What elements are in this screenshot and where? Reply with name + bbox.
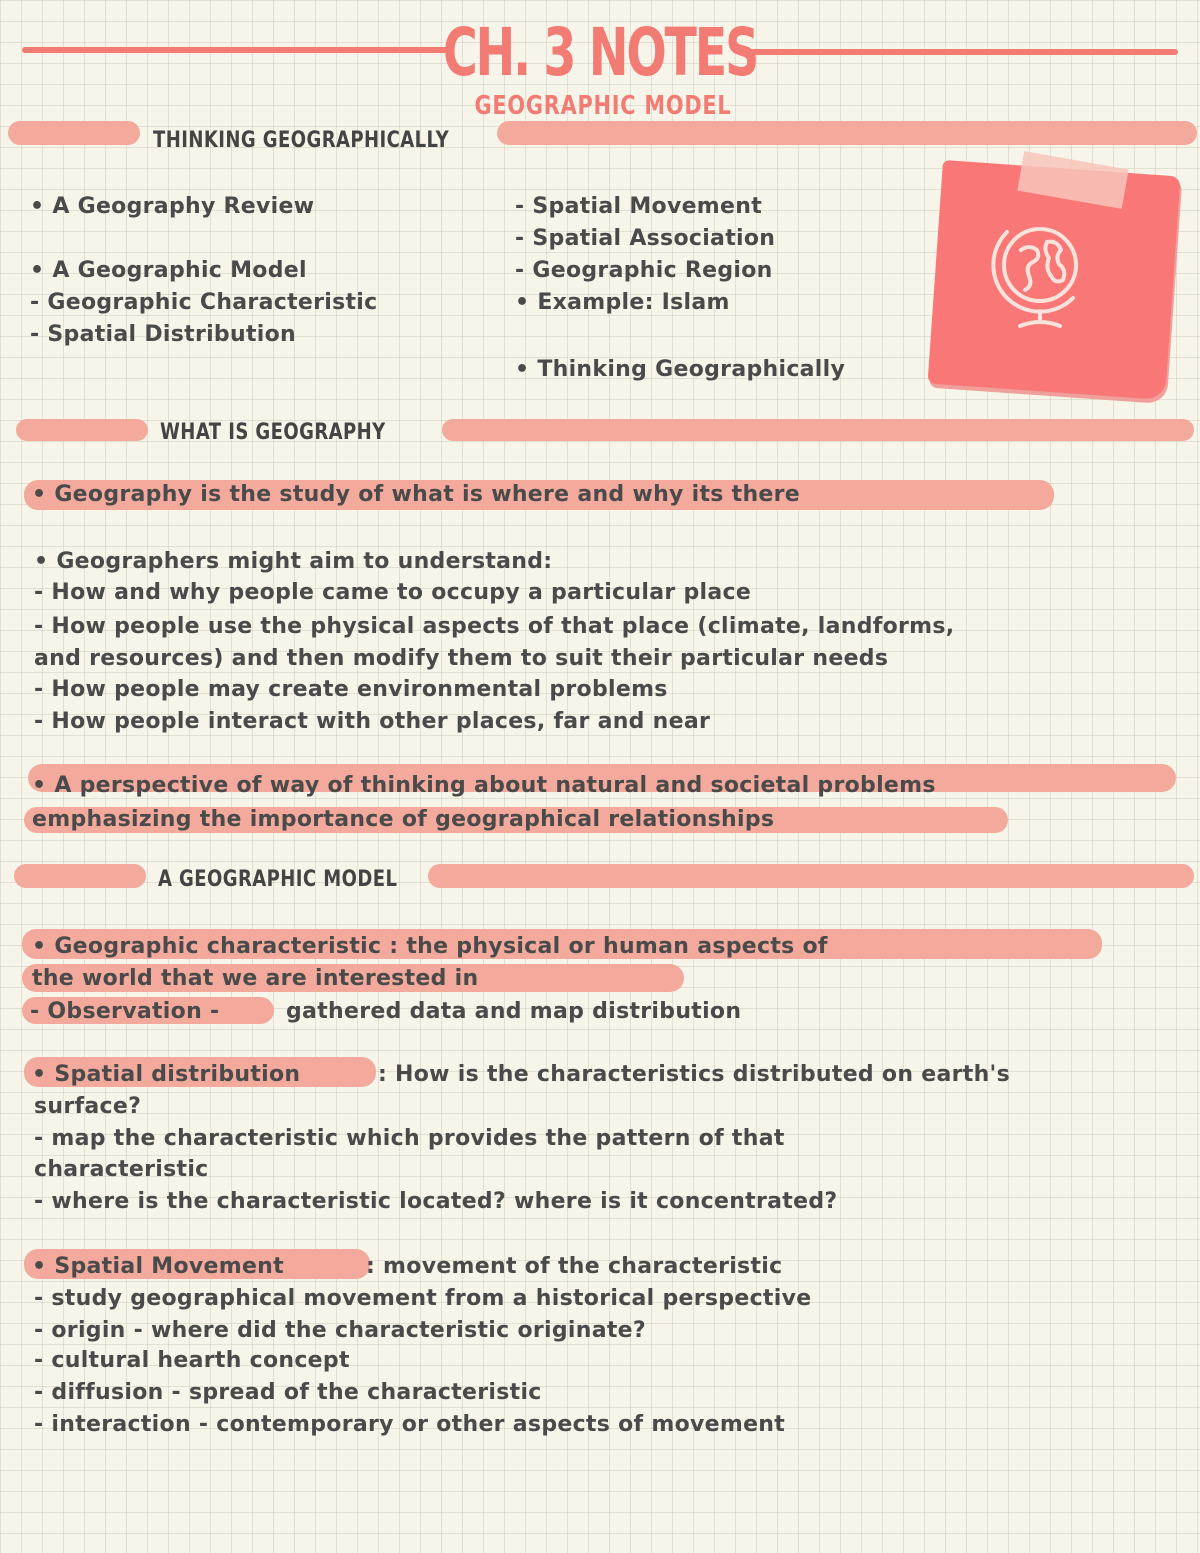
outline-item: - Spatial Distribution (30, 322, 296, 347)
observation-label: - Observation - (30, 999, 220, 1024)
list-item: - where is the characteristic located? where is it concentrated? (34, 1189, 838, 1214)
list-item: - How people may create environmental problems (34, 677, 668, 702)
outline-item: - Geographic Region (515, 258, 773, 283)
list-item: - origin - where did the characteristic originate? (34, 1318, 646, 1343)
section-band-left (16, 419, 148, 441)
outline-item: • A Geographic Model (30, 258, 307, 283)
characteristic-text: the world that we are interested in (32, 966, 479, 991)
characteristic-text: • Geographic characteristic : the physical or human aspects of (32, 934, 828, 959)
list-item: - cultural hearth concept (34, 1348, 350, 1373)
aim-intro: • Geographers might aim to understand: (34, 549, 553, 574)
list-item: characteristic (34, 1157, 209, 1182)
distribution-text: surface? (34, 1094, 142, 1119)
page-subtitle: GEOGRAPHIC MODEL (474, 91, 732, 121)
outline-item: • Thinking Geographically (515, 357, 846, 382)
outline-item: - Spatial Association (515, 226, 776, 251)
movement-label: • Spatial Movement (32, 1254, 284, 1279)
list-item: - How people interact with other places, far and near (34, 709, 711, 734)
observation-text: gathered data and map distribution (286, 999, 742, 1024)
outline-item: - Spatial Movement (515, 194, 763, 219)
list-item: - How and why people came to occupy a particular place (34, 580, 752, 605)
section-title-thinking: THINKING GEOGRAPHICALLY (153, 128, 450, 153)
section-band-right (442, 419, 1194, 441)
section-band-right (497, 121, 1197, 145)
section-title-what-is: WHAT IS GEOGRAPHY (160, 420, 386, 445)
list-item: - interaction - contemporary or other aspects of movement (34, 1412, 786, 1437)
list-item: - map the characteristic which provides the pattern of that (34, 1126, 785, 1151)
list-item: - study geographical movement from a historical perspective (34, 1286, 812, 1311)
list-item: and resources) and then modify them to suit their particular needs (34, 646, 889, 671)
section-title-model: A GEOGRAPHIC MODEL (158, 867, 398, 892)
definition-text: • Geography is the study of what is where and why its there (32, 482, 801, 507)
globe-icon (985, 210, 1095, 340)
movement-text: : movement of the characteristic (366, 1254, 783, 1279)
section-band-left (8, 121, 140, 145)
list-item: - diffusion - spread of the characteristic (34, 1380, 542, 1405)
section-band-left (14, 864, 146, 888)
distribution-text: : How is the characteristics distributed on earth's (378, 1062, 1010, 1087)
section-band-right (428, 864, 1194, 888)
perspective-text: • A perspective of way of thinking about natural and societal problems (32, 773, 936, 798)
list-item: - How people use the physical aspects of that place (climate, landforms, (34, 614, 955, 639)
perspective-text: emphasizing the importance of geographical relationships (32, 807, 775, 832)
outline-item: • A Geography Review (30, 194, 315, 219)
outline-item: • Example: Islam (515, 290, 730, 315)
page-title: CH. 3 NOTES (442, 14, 758, 91)
distribution-label: • Spatial distribution (32, 1062, 301, 1087)
outline-item: - Geographic Characteristic (30, 290, 378, 315)
